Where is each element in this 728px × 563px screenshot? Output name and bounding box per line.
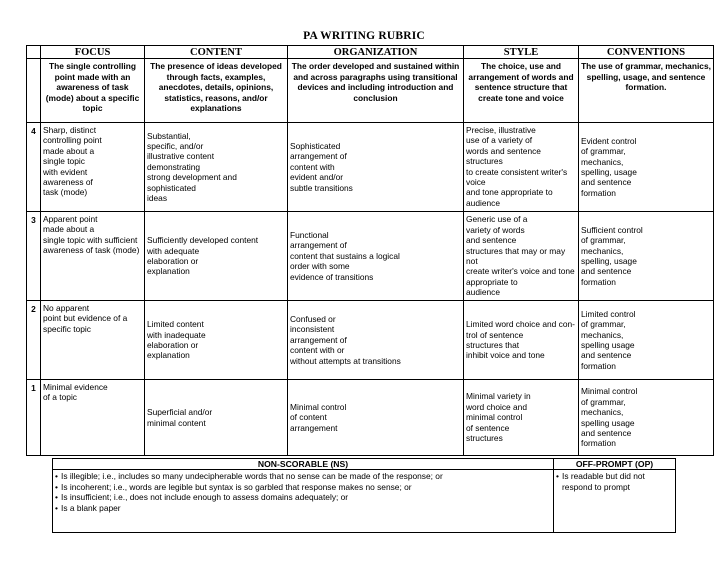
- header-conventions: CONVENTIONS: [579, 46, 714, 59]
- conventions-cell: Minimal control of grammar, mechanics, spelling usage and sentence formation: [579, 380, 714, 456]
- header-blank: [27, 46, 41, 59]
- focus-cell: No apparent point but evidence of a specific topic: [41, 301, 145, 380]
- list-item: • Is insufficient; i.e., does not include enough to assess domains adequately; or: [55, 492, 551, 503]
- non-scorable-cell: [53, 470, 554, 533]
- table-row: [27, 301, 714, 380]
- table-row: [27, 212, 714, 301]
- desc-organization: The order developed and sustained within and across paragraphs using transitional devices and including introduction and conclusion: [288, 59, 464, 123]
- content-cell: Sufficiently developed content with adequate elaboration or explanation: [145, 212, 288, 301]
- conventions-cell: Evident control of grammar, mechanics, spelling, usage and sentence formation: [579, 123, 714, 212]
- conventions-cell: Sufficient control of grammar, mechanics, spelling, usage and sentence formation: [579, 212, 714, 301]
- content-cell: Limited content with inadequate elaboration or explanation: [145, 301, 288, 380]
- list-item: • Is illegible; i.e., includes so many undecipherable words that no sense can be made of the response; or: [55, 471, 551, 482]
- desc-conventions: The use of grammar, mechanics, spelling, usage, and sentence formation.: [579, 59, 714, 123]
- organization-cell: Minimal control of content arrangement: [288, 380, 464, 456]
- header-style: STYLE: [464, 46, 579, 59]
- style-cell: Limited word choice and con- trol of sentence structures that inhibit voice and tone: [464, 301, 579, 380]
- non-scorable-heading: NON-SCORABLE (NS): [53, 459, 554, 470]
- list-item: • Is a blank paper: [55, 503, 551, 514]
- score-label: 2: [27, 301, 41, 380]
- desc-content: The presence of ideas developed through facts, examples, anecdotes, details, opinions, statistics, reasons, and/or explanations: [145, 59, 288, 123]
- header-content: CONTENT: [145, 46, 288, 59]
- focus-cell: Sharp, distinct controlling point made about a single topic with evident awareness of task (mode): [41, 123, 145, 212]
- scoring-exceptions-table: [52, 458, 676, 533]
- organization-cell: Confused or inconsistent arrangement of content with or without attempts at transitions: [288, 301, 464, 380]
- off-prompt-list: [556, 471, 673, 492]
- focus-cell: Minimal evidence of a topic: [41, 380, 145, 456]
- organization-cell: Functional arrangement of content that sustains a logical order with some evidence of transitions: [288, 212, 464, 301]
- off-prompt-heading: OFF-PROMPT (OP): [554, 459, 676, 470]
- conventions-cell: Limited control of grammar, mechanics, spelling usage and sentence formation: [579, 301, 714, 380]
- desc-focus: The single controlling point made with an awareness of task (mode) about a specific topic: [41, 59, 145, 123]
- page-title: PA WRITING RUBRIC: [303, 30, 425, 42]
- content-cell: Substantial, specific, and/or illustrative content demonstrating strong development and sophisticated ideas: [145, 123, 288, 212]
- non-scorable-list: [55, 471, 551, 513]
- rubric-header-row: [27, 46, 714, 59]
- style-cell: Minimal variety in word choice and minimal control of sentence structures: [464, 380, 579, 456]
- table-row: [27, 123, 714, 212]
- list-item: • Is readable but did not respond to prompt: [556, 471, 673, 492]
- off-prompt-cell: [554, 470, 676, 533]
- exceptions-body-row: [53, 470, 676, 533]
- header-organization: ORGANIZATION: [288, 46, 464, 59]
- style-cell: Generic use of a variety of words and sentence structures that may or may not create writer's voice and tone appropriate to audience: [464, 212, 579, 301]
- desc-blank: [27, 59, 41, 123]
- table-row: [27, 380, 714, 456]
- score-label: 4: [27, 123, 41, 212]
- organization-cell: Sophisticated arrangement of content with evident and/or subtle transitions: [288, 123, 464, 212]
- content-cell: Superficial and/or minimal content: [145, 380, 288, 456]
- list-item: • Is incoherent; i.e., words are legible but syntax is so garbled that response makes no sense; or: [55, 482, 551, 493]
- rubric-description-row: [27, 59, 714, 123]
- desc-style: The choice, use and arrangement of words and sentence structure that create tone and voice: [464, 59, 579, 123]
- score-label: 1: [27, 380, 41, 456]
- exceptions-header-row: [53, 459, 676, 470]
- rubric-table: [26, 45, 714, 456]
- header-focus: FOCUS: [41, 46, 145, 59]
- style-cell: Precise, illustrative use of a variety of words and sentence structures to create consistent writer's voice and tone appropriate to audience: [464, 123, 579, 212]
- score-label: 3: [27, 212, 41, 301]
- focus-cell: Apparent point made about a single topic with sufficient awareness of task (mode): [41, 212, 145, 301]
